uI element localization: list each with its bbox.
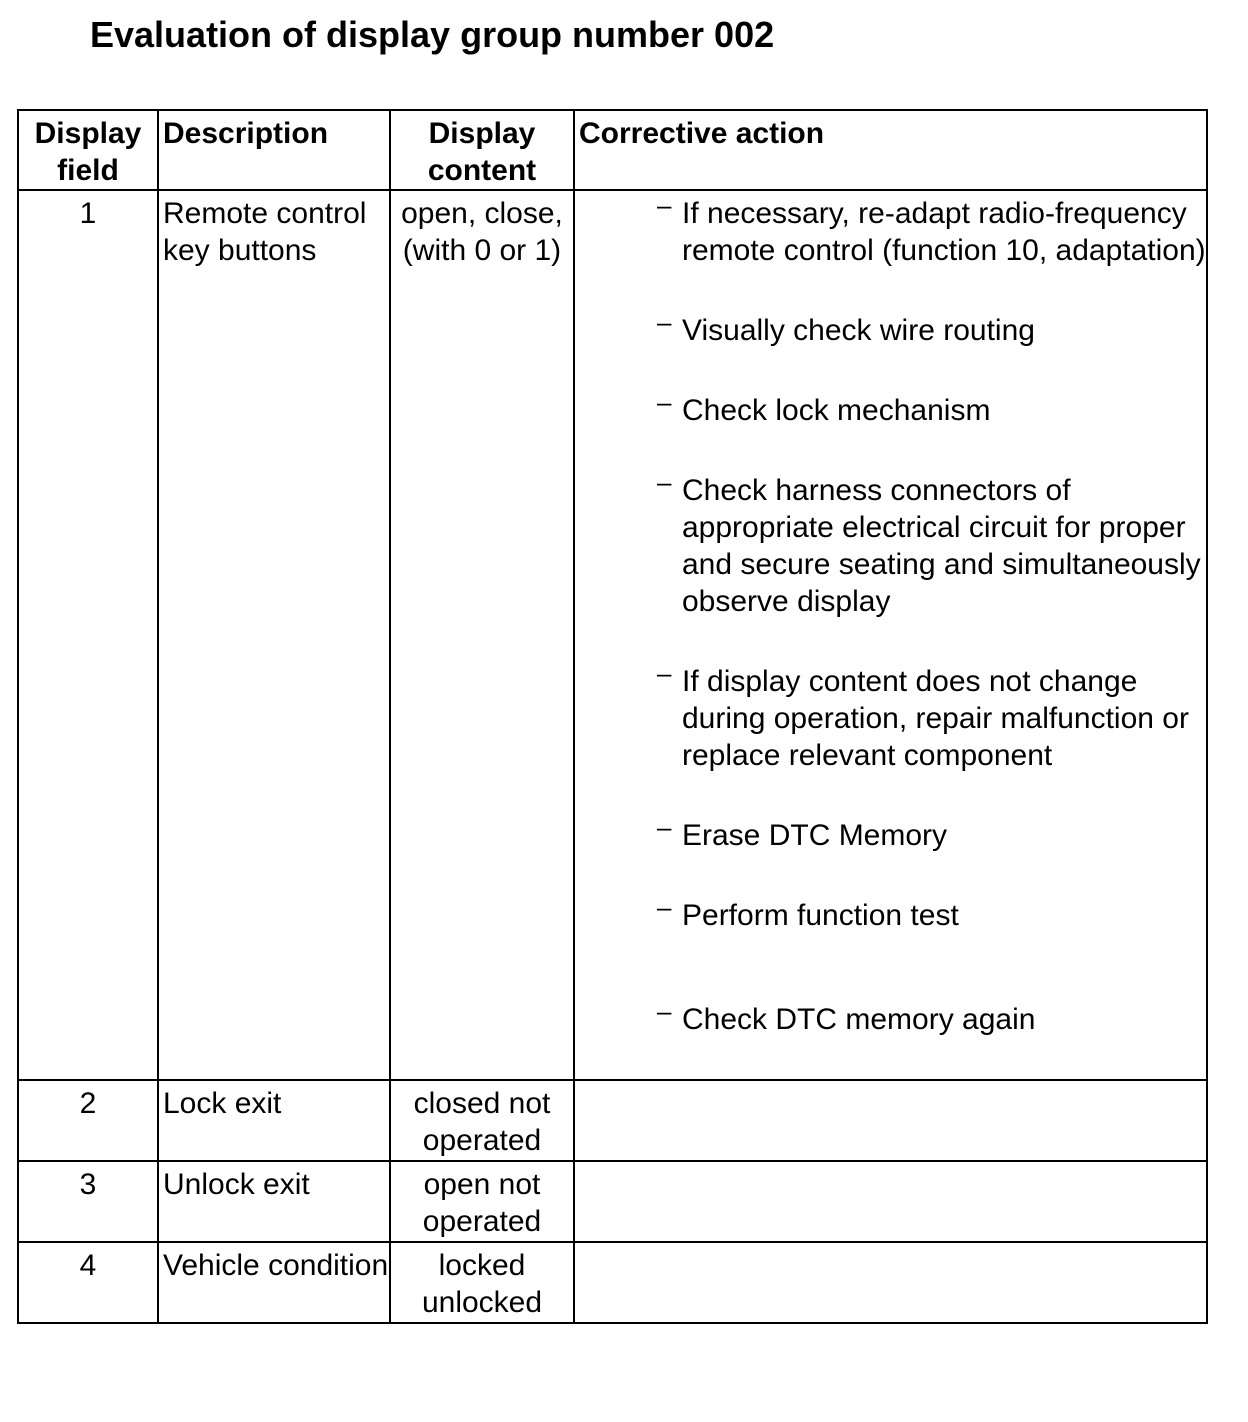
action-text: Erase DTC Memory <box>682 819 948 852</box>
cell-display-field: 3 <box>18 1161 158 1242</box>
action-text: If display content does not change during operation, repair malfunction or replace relevant component <box>682 665 1189 772</box>
cell-corrective-action <box>574 1080 1207 1161</box>
cell-corrective-action <box>574 190 1207 1080</box>
list-item <box>657 307 1206 349</box>
cell-display-content: closed not operated <box>390 1080 574 1161</box>
page-title: Evaluation of display group number 002 <box>90 14 775 55</box>
header-display-content: Display content <box>390 110 574 190</box>
list-item <box>657 996 1206 1038</box>
header-corrective-action: Corrective action <box>574 110 1207 190</box>
table-row <box>18 190 1207 1080</box>
action-text: Visually check wire routing <box>682 314 1035 347</box>
table-row <box>18 1242 1207 1323</box>
cell-description: Vehicle condition <box>158 1242 390 1323</box>
action-text: Perform function test <box>682 899 959 932</box>
action-text: Check DTC memory again <box>682 1003 1036 1036</box>
header-description: Description <box>158 110 390 190</box>
evaluation-table <box>17 109 1208 1324</box>
header-display-field: Display field <box>18 110 158 190</box>
dash-icon: – <box>657 892 672 922</box>
cell-display-content: locked unlocked <box>390 1242 574 1323</box>
dash-icon: – <box>657 467 672 497</box>
table-row <box>18 1161 1207 1242</box>
table-row <box>18 1080 1207 1161</box>
cell-corrective-action <box>574 1242 1207 1323</box>
cell-display-content: open, close, (with 0 or 1) <box>390 190 574 1080</box>
cell-display-field: 4 <box>18 1242 158 1323</box>
list-item <box>657 467 1206 620</box>
dash-icon: – <box>657 812 672 842</box>
corrective-action-list <box>579 190 1206 1038</box>
dash-icon: – <box>657 307 672 337</box>
list-item <box>657 190 1206 269</box>
cell-display-content: open not operated <box>390 1161 574 1242</box>
header-row <box>18 110 1207 190</box>
dash-icon: – <box>657 190 672 220</box>
dash-icon: – <box>657 996 672 1026</box>
action-text: Check lock mechanism <box>682 394 991 427</box>
cell-description: Unlock exit <box>158 1161 390 1242</box>
dash-icon: – <box>657 658 672 688</box>
cell-description: Remote control key buttons <box>158 190 390 1080</box>
action-text: If necessary, re-adapt radio-frequency remote control (function 10, adaptation) <box>682 197 1206 267</box>
cell-description: Lock exit <box>158 1080 390 1161</box>
list-item <box>657 658 1206 774</box>
list-item <box>657 812 1206 854</box>
list-item <box>657 892 1206 934</box>
list-item <box>657 387 1206 429</box>
cell-corrective-action <box>574 1161 1207 1242</box>
cell-display-field: 1 <box>18 190 158 1080</box>
dash-icon: – <box>657 387 672 417</box>
action-text: Check harness connectors of appropriate electrical circuit for proper and secure seating and simultaneously observe display <box>682 474 1201 618</box>
cell-display-field: 2 <box>18 1080 158 1161</box>
